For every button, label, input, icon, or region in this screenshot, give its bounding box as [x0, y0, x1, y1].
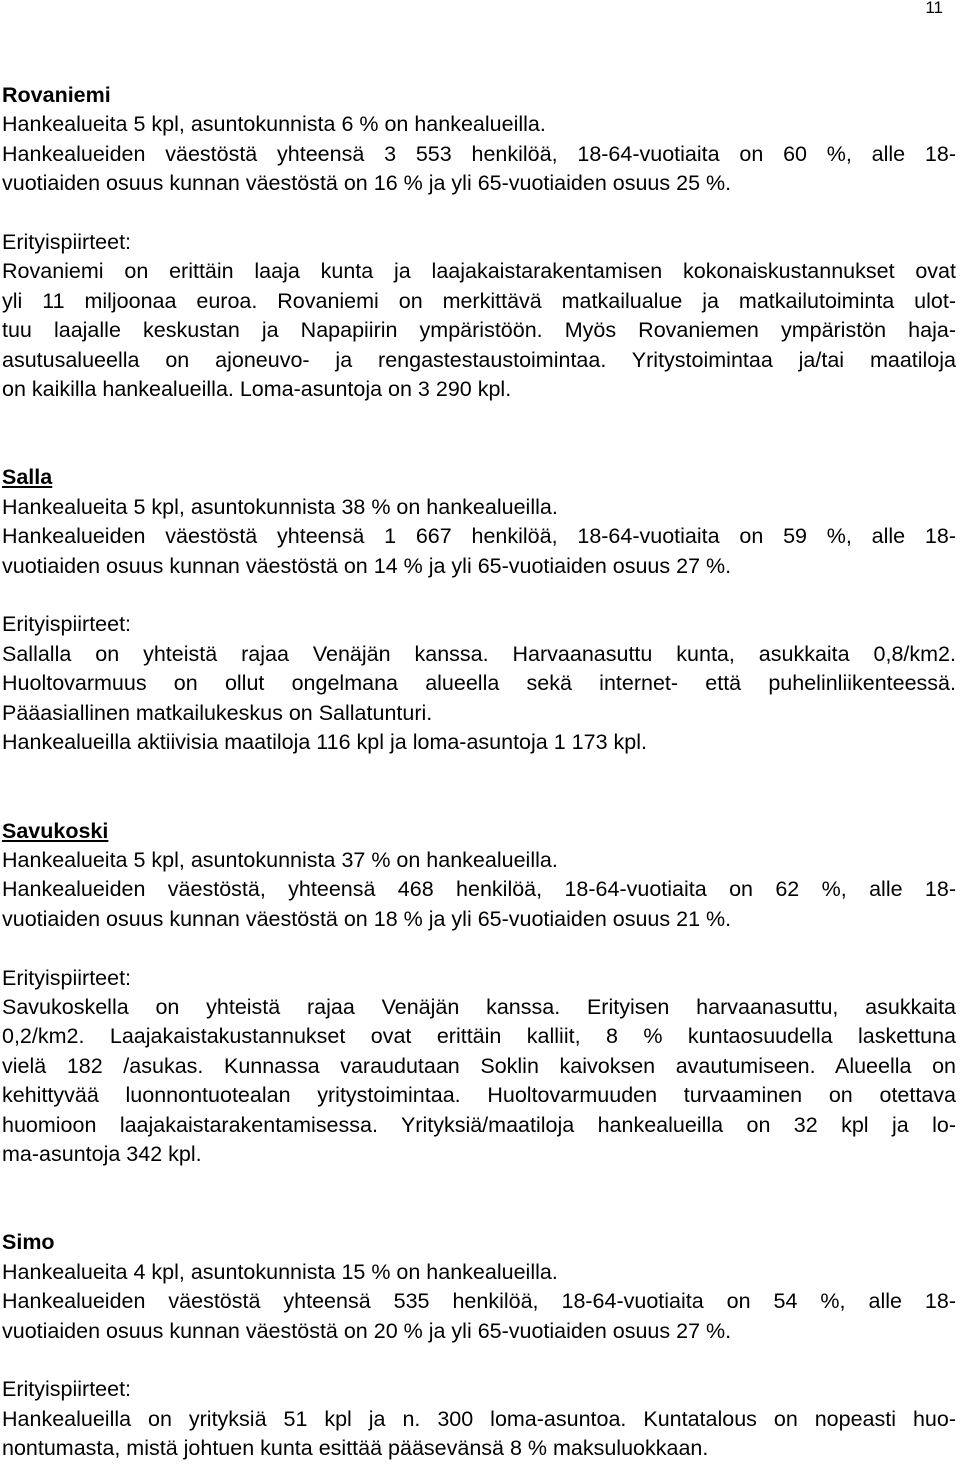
- features-line: Pääasiallinen matkailukeskus on Sallatunturi.: [2, 700, 433, 725]
- stats-line: vuotiaiden osuus kunnan väestöstä on 16 % ja yli 65-vuotiaiden osuus 25 %.: [2, 171, 732, 196]
- features-line: kehittyvää luonnontuotealan yritystoimintaa. Huoltovarmuuden turvaaminen on otettava: [2, 1083, 956, 1108]
- section-heading: Simo: [2, 1230, 55, 1255]
- features-line: huomioon laajakaistarakentamisessa. Yrityksiä/maatiloja hankealueilla on 32 kpl ja lo-: [2, 1112, 956, 1137]
- stats-line: Hankealueiden väestöstä yhteensä 3 553 henkilöä, 18-64-vuotiaita on 60 %, alle 18-: [2, 141, 956, 166]
- features-line: Rovaniemi on erittäin laaja kunta ja laajakaistarakentamisen kokonaiskustannukset ovat: [2, 259, 956, 284]
- features-line: Hankealueilla aktiivisia maatiloja 116 kpl ja loma-asuntoja 1 173 kpl.: [2, 730, 647, 755]
- section-heading: Salla: [2, 465, 53, 490]
- stats-line: Hankealueiden väestöstä yhteensä 535 henkilöä, 18-64-vuotiaita on 54 %, alle 18-: [2, 1289, 956, 1314]
- features-line: Sallalla on yhteistä rajaa Venäjän kanssa. Harvaanasuttu kunta, asukkaita 0,8/km2.: [2, 641, 956, 666]
- section-heading: Rovaniemi: [2, 83, 111, 107]
- stats-line: vuotiaiden osuus kunnan väestöstä on 20 % ja yli 65-vuotiaiden osuus 27 %.: [2, 1318, 732, 1343]
- features-line: tuu laajalle keskustan ja Napapiirin ympäristöön. Myös Rovaniemen ympäristön haja-: [2, 318, 956, 343]
- section-savukoski: [2, 817, 956, 1170]
- section-simo: [2, 1228, 956, 1463]
- stats-line: Hankealueiden väestöstä yhteensä 1 667 henkilöä, 18-64-vuotiaita on 59 %, alle 18-: [2, 524, 956, 549]
- features-label: Erityispiirteet:: [2, 612, 132, 637]
- stats-line: Hankealueiden väestöstä, yhteensä 468 henkilöä, 18-64-vuotiaita on 62 %, alle 18-: [2, 877, 956, 902]
- paragraph-gap: [2, 934, 956, 963]
- features-line: 0,2/km2. Laajakaistakustannukset ovat erittäin kalliit, 8 % kuntaosuudella laskettuna: [2, 1024, 956, 1049]
- features-line: ma-asuntoja 342 kpl.: [2, 1141, 202, 1166]
- features-label: Erityispiirteet:: [2, 230, 132, 255]
- features-line: on kaikilla hankealueilla. Loma-asuntoja on 3 290 kpl.: [2, 377, 512, 402]
- section-rovaniemi: [2, 81, 956, 404]
- stats-line: Hankealueita 4 kpl, asuntokunnista 15 % on hankealueilla.: [2, 1259, 558, 1284]
- features-line: Huoltovarmuus on ollut ongelmana alueella sekä internet- että puhelinliikenteessä.: [2, 671, 956, 696]
- page-number: 11: [925, 0, 943, 17]
- paragraph-gap: [2, 1346, 956, 1375]
- stats-line: vuotiaiden osuus kunnan väestöstä on 18 % ja yli 65-vuotiaiden osuus 21 %.: [2, 906, 732, 931]
- features-line: Savukoskella on yhteistä rajaa Venäjän kanssa. Erityisen harvaanasuttu, asukkaita: [2, 994, 956, 1019]
- section-salla: [2, 463, 956, 757]
- features-line: yli 11 miljoonaa euroa. Rovaniemi on merkittävä matkailualue ja matkailutoiminta ulot-: [2, 288, 956, 313]
- stats-line: Hankealueita 5 kpl, asuntokunnista 38 % on hankealueilla.: [2, 494, 558, 519]
- features-label: Erityispiirteet:: [2, 965, 132, 990]
- stats-line: vuotiaiden osuus kunnan väestöstä on 14 % ja yli 65-vuotiaiden osuus 27 %.: [2, 553, 732, 578]
- document-body: [2, 81, 956, 1464]
- stats-line: Hankealueita 5 kpl, asuntokunnista 6 % on hankealueilla.: [2, 112, 546, 137]
- features-line: vielä 182 /asukas. Kunnassa varaudutaan Soklin kaivoksen avautumiseen. Alueella on: [2, 1053, 956, 1078]
- features-label: Erityispiirteet:: [2, 1377, 132, 1402]
- paragraph-gap: [2, 199, 956, 228]
- features-line: Hankealueilla on yrityksiä 51 kpl ja n. 300 loma-asuntoa. Kuntatalous on nopeasti huo-: [2, 1406, 956, 1431]
- stats-line: Hankealueita 5 kpl, asuntokunnista 37 % on hankealueilla.: [2, 847, 558, 872]
- section-heading: Savukoski: [2, 818, 109, 843]
- features-line: nontumasta, mistä johtuen kunta esittää pääsevänsä 8 % maksuluokkaan.: [2, 1436, 709, 1461]
- paragraph-gap: [2, 581, 956, 610]
- features-line: asutusalueella on ajoneuvo- ja rengastestaustoimintaa. Yritystoimintaa ja/tai maatiloja: [2, 347, 956, 372]
